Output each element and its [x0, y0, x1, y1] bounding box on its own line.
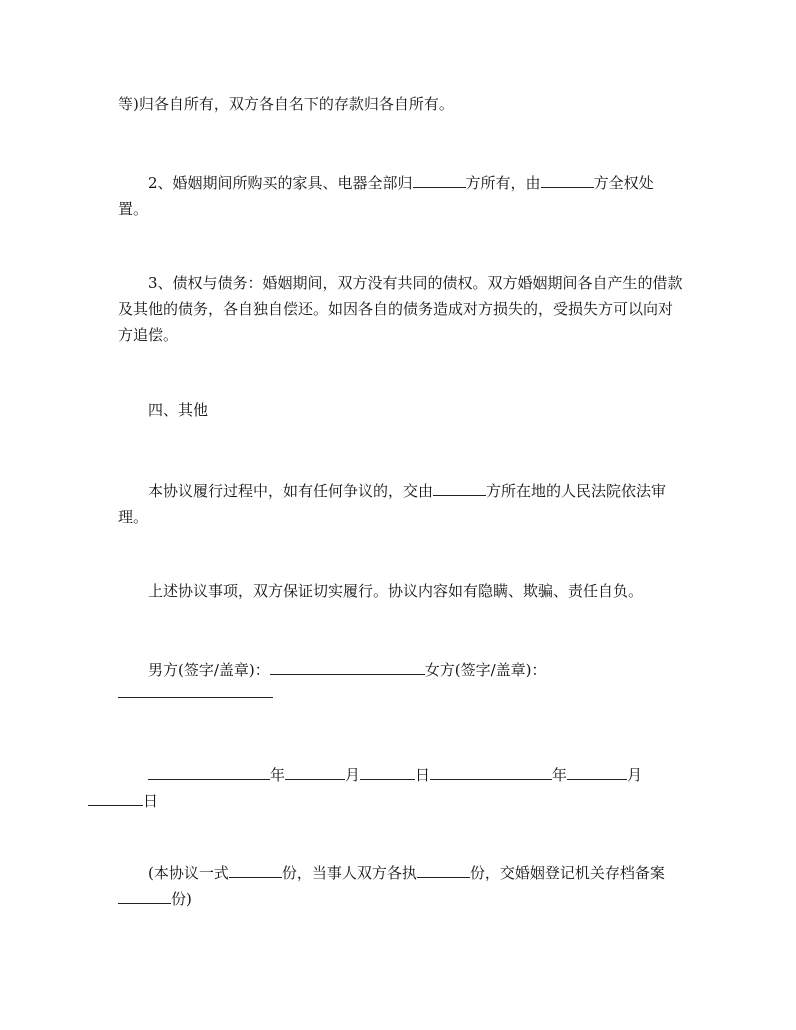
date-line: 年 月 日 年 月 日	[118, 762, 683, 814]
blank-line	[417, 863, 470, 878]
section-heading-other: 四、其他	[148, 401, 209, 419]
paragraph-furniture-ownership: 2、婚姻期间所购买的家具、电器全部归 方所有，由 方全权处置。	[118, 174, 654, 218]
paragraph-debts: 3、债权与债务：婚姻期间，双方没有共同的债权。双方婚姻期间各自产生的借款及其他的债务，各自独自偿还。如因各自的债务造成对方损失的，受损失方可以向对方追偿。	[118, 274, 683, 344]
female-year-blank	[430, 765, 552, 780]
male-signature-label: 男方(签字/盖章)：	[148, 661, 270, 679]
blank-line	[118, 889, 171, 904]
male-day-blank	[360, 765, 415, 780]
blank-line	[541, 173, 594, 188]
male-year-blank	[148, 765, 270, 780]
female-signature-blank	[118, 697, 273, 698]
paragraph-dispute-court: 本协议履行过程中，如有任何争议的，交由 方所在地的人民法院依法审理。	[118, 482, 667, 526]
blank-line	[229, 863, 282, 878]
blank-line	[413, 173, 466, 188]
blank-line	[433, 481, 486, 496]
female-month-blank	[567, 765, 627, 780]
male-month-blank	[285, 765, 345, 780]
paragraph-property-ownership: 等)归各自所有，双方各自名下的存款归各自所有。	[118, 95, 454, 113]
female-signature-label: 女方(签字/盖章)：	[424, 661, 547, 679]
female-day-blank	[88, 791, 143, 806]
paragraph-guarantee: 上述协议事项，双方保证切实履行。协议内容如有隐瞒、欺骗、责任自负。	[148, 582, 644, 600]
signature-line	[118, 657, 683, 683]
male-signature-blank	[270, 660, 425, 675]
paragraph-copies: (本协议一式 份，当事人双方各执 份，交婚姻登记机关存档备案份)	[118, 860, 683, 912]
